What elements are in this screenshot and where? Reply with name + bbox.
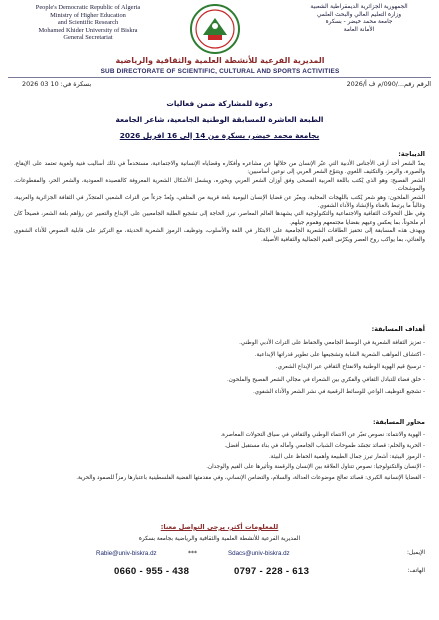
header-en-line: Ministry of Higher Education bbox=[50, 11, 126, 19]
themes-heading: محاور المسابقة: bbox=[372, 418, 425, 426]
preamble-heading: الديباجة: bbox=[398, 150, 425, 158]
list-item: - خلق فضاء للتبادل الثقافي والفكري بين الشعراء في مجالي الشعر الفصيح والملحون. bbox=[14, 374, 425, 386]
objectives-heading: أهداف المسابقة: bbox=[371, 325, 425, 333]
list-item: - تشجيع التوظيف الواعي للوسائط الرقمية في نشر الشعر والأداء الشفوي. bbox=[14, 386, 425, 398]
preamble-paragraph: وفي ظل التحولات الثقافية والاجتماعية والتكنولوجية التي يشهدها العالم المعاصر، تبرز الحاجة إلى تشجيع الطلبة الجامعيين على الإبداع والتعبير عن رؤاهم بلغة الشعر، فصيحاً كان أم ملحوناً، بما يعكس وعيهم بقضايا مجتمعهم وهموم جيلهم. bbox=[14, 211, 425, 226]
header-ar-line: الجمهورية الجزائرية الديمقراطية الشعبية bbox=[310, 4, 408, 10]
header-ar-line: وزارة التعليم العالي والبحث العلمي bbox=[316, 11, 402, 18]
competition-title: الطبعة العاشرة للمسابقة الوطنية الجامعية، شاعر الجامعة bbox=[115, 115, 324, 124]
list-item: - تعزيز الثقافة الشعرية في الوسط الجامعي والحفاظ على التراث الأدبي الوطني. bbox=[14, 337, 425, 349]
header-en-line: and Scientific Research bbox=[57, 19, 119, 27]
reference-date: بسكرة في: 10 03 2026 bbox=[22, 80, 92, 88]
email-link-secondary[interactable]: Rabie@univ-biskra.dz bbox=[96, 550, 157, 557]
phone-number-primary: 0797 - 228 - 613 bbox=[234, 566, 310, 577]
email-label: الإيميل: bbox=[407, 550, 425, 556]
header-ar-line: جامعة محمد خيضر - بسكرة bbox=[325, 19, 393, 26]
preamble-text bbox=[14, 160, 425, 244]
preamble-paragraph: الشعر الفصيح: وهو الذي يُكتب باللغة العربية الفصحى وفق أوزان الشعر العربي وبحوره، ويشمل الأشكال الشعرية المعروفة كالقصيدة العمودية، والشعر الحر، والمقطوعات، والموشحات. bbox=[14, 177, 425, 193]
separator-stars: *** bbox=[188, 550, 197, 557]
list-item: - الرموز البيئية: أشعار تبرز جمال الطبيعة وأهمية الحفاظ على البيئة. bbox=[14, 452, 425, 463]
university-logo-icon bbox=[188, 2, 242, 56]
header-en-line: People's Democratic Republic of Algeria bbox=[35, 4, 141, 11]
header-divider bbox=[8, 77, 431, 78]
list-item: - الإنسان والتكنولوجيا: نصوص تتناول العلاقة بين الإنسان والرقمنة وتأثيرها على القيم والوجدان. bbox=[14, 462, 425, 473]
directorate-arabic: المديرية الفرعية للأنشطة العلمية والثقافية والرياضية bbox=[115, 56, 325, 65]
list-item: - الهوية والانتماء: نصوص تعبّر عن الانتماء الوطني والثقافي في سياق التحولات المعاصرة. bbox=[14, 430, 425, 441]
preamble-paragraph: ويهدف هذه المسابقة إلى تحفيز الطاقات الشعرية الجامعية على الابتكار في اللغة والأسلوب، وتوظيف الرموز الشعرية الحديثة، مع التركيز على قابلية النصوص للأداء الشفوي والغنائي، بما يواكب روح العصر ويكرّس القيم الجمالية والثقافية الأصيلة. bbox=[14, 228, 425, 243]
invitation-title: دعوة للمشاركة ضمن فعاليات bbox=[166, 99, 273, 108]
list-item: - ترسيخ قيم الهوية الوطنية والانفتاح الثقافي عبر الإبداع الشعري. bbox=[14, 361, 425, 373]
phone-label: الهاتف: bbox=[407, 568, 425, 574]
header-ar-line: الأمانة العامة bbox=[343, 26, 375, 33]
contact-organization: المديرية الفرعية للأنشطة العلمية والثقافية والرياضية بجامعة بسكرة bbox=[138, 536, 301, 542]
event-dates-title: بجامعة محمد خيضر، بسكرة من 14 إلى 16 افريل 2026 bbox=[119, 131, 320, 140]
phone-number-secondary: 0660 - 955 - 438 bbox=[114, 566, 190, 577]
reference-number: الرقم رقم.../090/م ف أ/2026 bbox=[346, 80, 431, 88]
preamble-paragraph: يعدّ الشعر أحد أرقى الأجناس الأدبية التي عبّر الإنسان من خلالها عن مشاعره وأفكاره وقضاياه الإنسانية والاجتماعية، مستخدماً في ذلك أساليب فنية ولغوية تعتمد على الإيقاع، والصورة، والرمز، والتكثيف اللغوي. ويتنوّع الشعر العربي إلى نوعين أساسيين: bbox=[14, 161, 425, 176]
header-english bbox=[4, 4, 172, 42]
list-item: - القضايا الإنسانية الكبرى: قصائد تعالج موضوعات العدالة، والسلام، والتضامن الإنساني، وفي مقدمتها القضية الفلسطينية باعتبارها رمزاً للصمود والحرية. bbox=[14, 473, 425, 484]
objectives-list bbox=[14, 337, 425, 398]
header-arabic bbox=[285, 4, 433, 34]
themes-list bbox=[14, 430, 425, 484]
preamble-paragraph: الشعر الملحون: وهو شعر يُكتب باللهجات المحلية، ويعبّر عن قضايا الإنسان اليومية بلغة قريبة من المتلقي، ويُعدّ جزءاً من التراث الشعبي المتجذّر في الثقافة الجزائرية والعربية، وغالباً ما يرتبط بالغناء والإنشاد والأداء الشفوي. bbox=[14, 194, 425, 210]
directorate-english: SUB DIRECTORATE OF SCIENTIFIC, CULTURAL AND SPORTS ACTIVITIES bbox=[100, 68, 340, 75]
contact-title: للمعلومات أكثر، يرجى التواصل معنا: bbox=[160, 523, 279, 531]
email-link-primary[interactable]: Sdacs@univ-biskra.dz bbox=[228, 550, 290, 557]
list-item: - اكتشاف المواهب الشعرية الشابة وتشجيعها على تطوير قدراتها الإبداعية. bbox=[14, 349, 425, 361]
list-item: - الحرية والحلم: قصائد تجسّد طموحات الشباب الجامعي وآماله في بناء مستقبل أفضل. bbox=[14, 441, 425, 452]
header-en-line: Mohamed Khider University of Biskra bbox=[38, 26, 138, 34]
header-en-line: General Secretariat bbox=[63, 34, 113, 42]
